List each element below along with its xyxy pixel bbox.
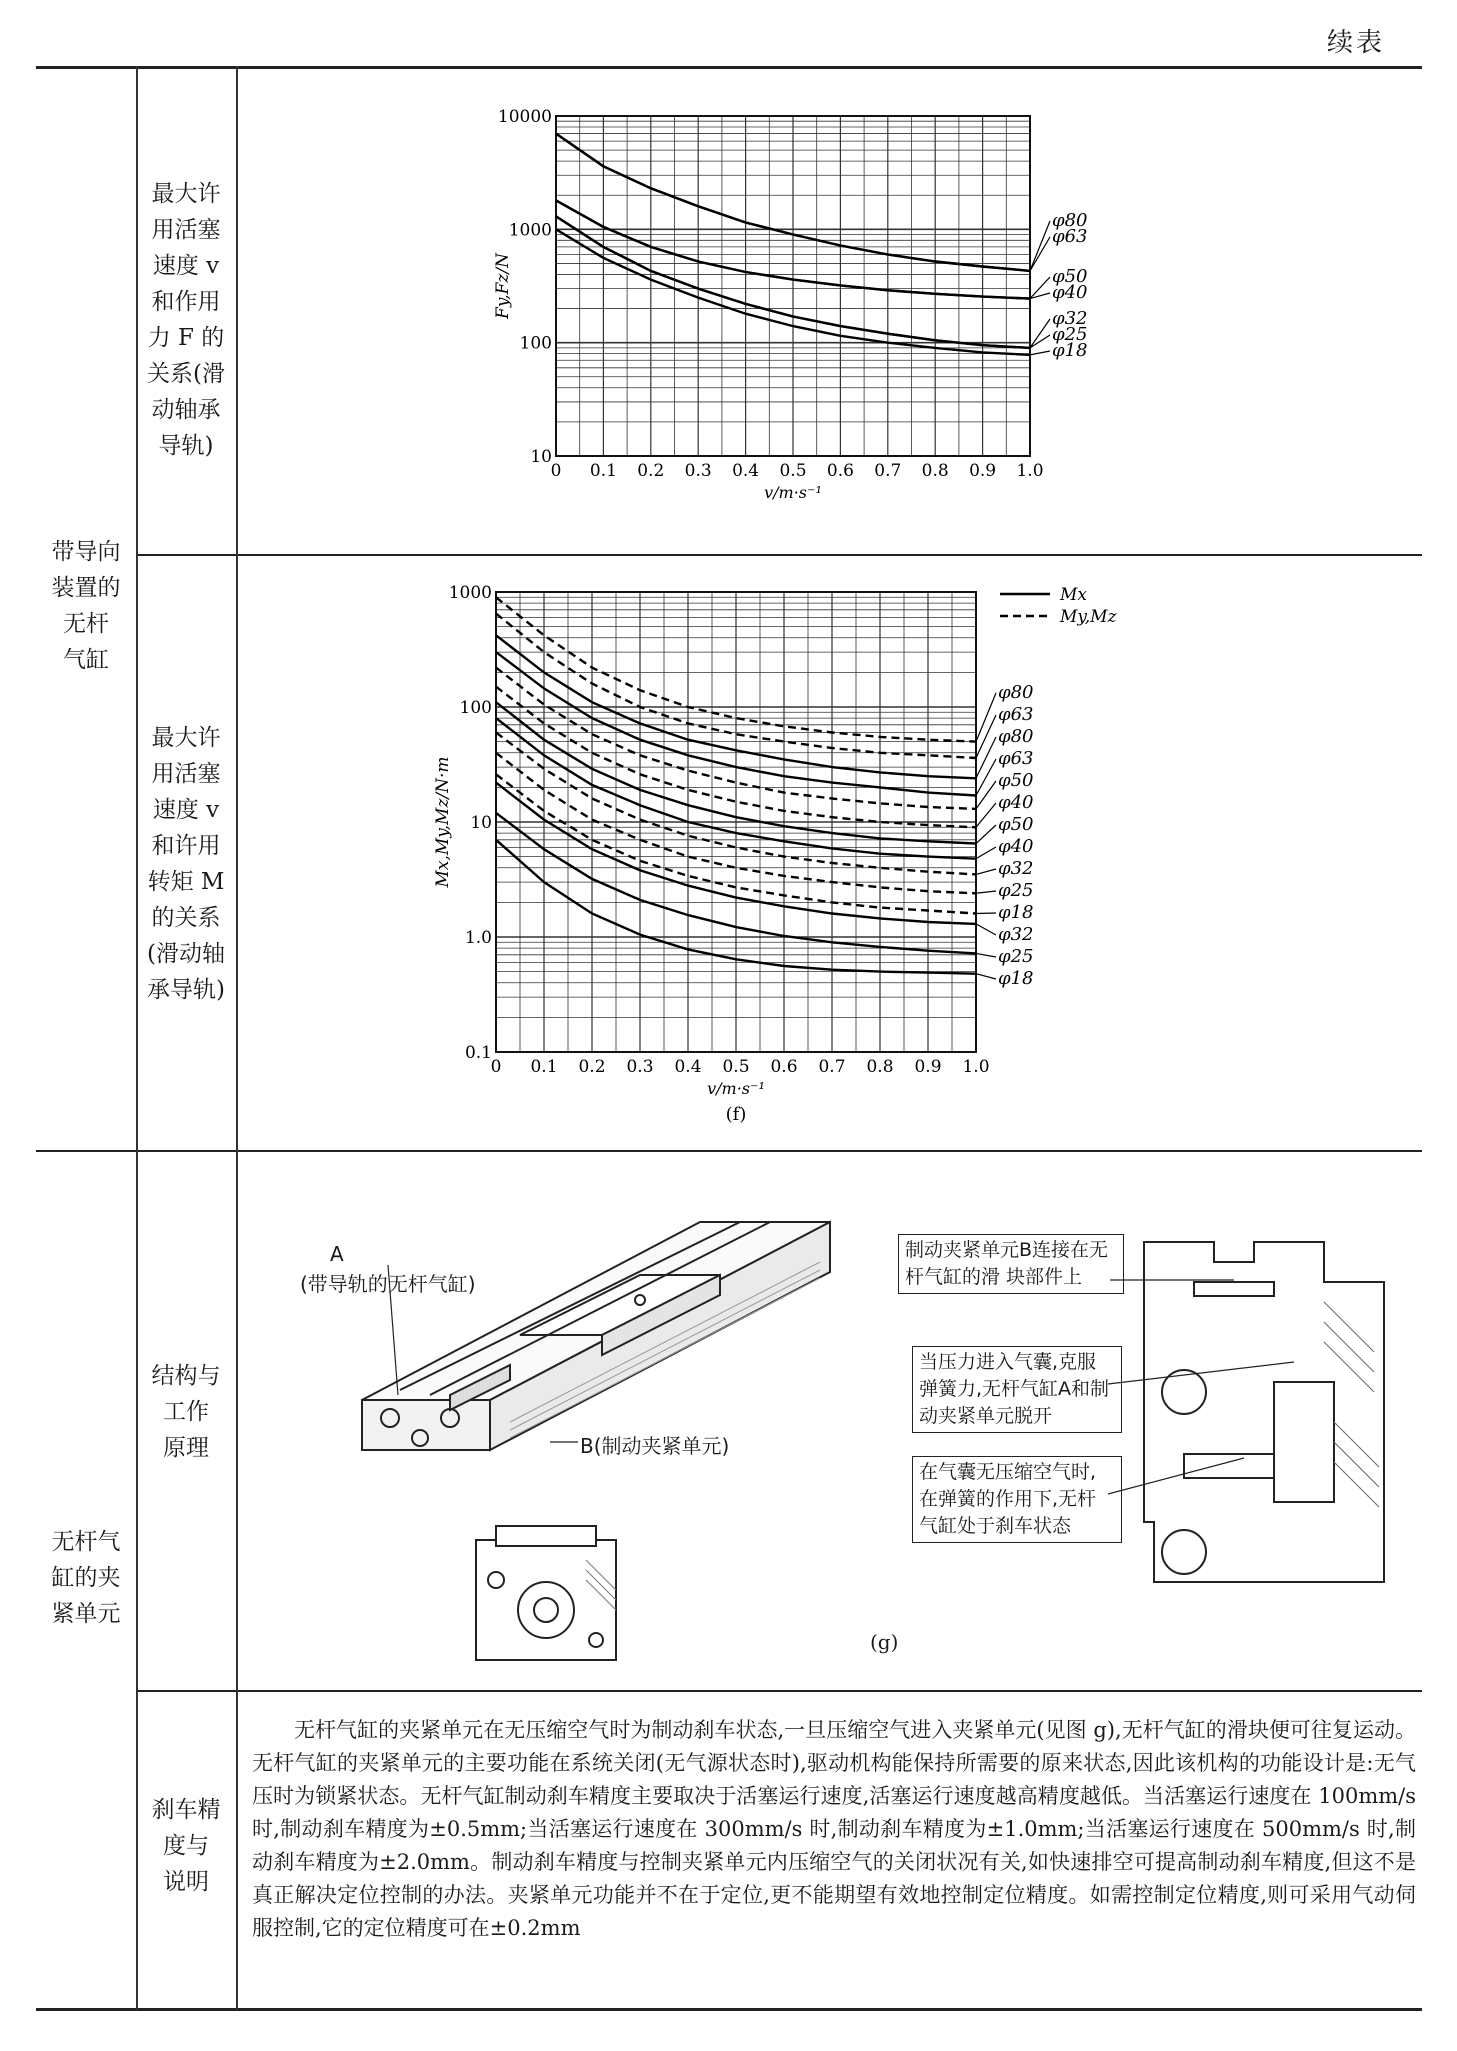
- x-tick-label: 0.9: [969, 461, 997, 481]
- hatch-line: [1324, 1342, 1374, 1392]
- legend-label: Mx: [1060, 585, 1087, 605]
- hatch-line: [1334, 1462, 1379, 1507]
- text-line: 刹车精: [151, 1797, 221, 1823]
- x-tick-label: 0.7: [818, 1057, 846, 1077]
- section-hole: [488, 1572, 504, 1588]
- leader-callout3: [1108, 1458, 1244, 1494]
- text-line: 工作: [163, 1399, 209, 1425]
- x-tick-label: 0.2: [578, 1057, 606, 1077]
- leader-line: [976, 974, 996, 979]
- text-line: 和作用: [151, 289, 221, 315]
- leader-line: [976, 715, 996, 758]
- leader-callout2: [1108, 1362, 1294, 1384]
- table-bottom-rule: [36, 2008, 1422, 2011]
- text-line: 度与: [163, 1833, 209, 1859]
- section-top: [496, 1526, 596, 1546]
- x-tick-label: 0.7: [874, 461, 902, 481]
- x-tick-label: 1.0: [1016, 461, 1044, 481]
- label-speed-force: [138, 176, 234, 464]
- x-tick-label: 0.2: [637, 461, 665, 481]
- y-tick-label: 1000: [448, 583, 492, 603]
- series-label: φ18: [1052, 340, 1088, 361]
- text-line: 和许用: [151, 833, 221, 859]
- series-label: φ40: [1052, 282, 1088, 303]
- leader-line: [1030, 221, 1050, 271]
- table-top-rule: [36, 66, 1422, 69]
- series-label: φ50: [998, 814, 1034, 835]
- series-label: φ32: [998, 924, 1034, 945]
- x-tick-label: 0.3: [626, 1057, 654, 1077]
- series-label: φ50: [998, 770, 1034, 791]
- leader-line: [1030, 319, 1050, 348]
- y-tick-label: 1.0: [464, 928, 492, 948]
- piston-rod: [1184, 1454, 1274, 1478]
- section-hole: [589, 1633, 603, 1647]
- series-label: φ63: [1052, 226, 1088, 247]
- text-line: 最大许: [151, 181, 221, 207]
- series-label: φ32: [1052, 308, 1088, 329]
- text-line: 动轴承: [151, 397, 221, 423]
- leader-line: [976, 781, 996, 809]
- x-tick-label: 0.1: [589, 461, 617, 481]
- text-line: 关系(滑: [147, 361, 225, 387]
- text-line: 用活塞: [151, 217, 221, 243]
- x-tick-label: 0.5: [779, 461, 807, 481]
- col-divider-2: [236, 66, 238, 2010]
- series-label: φ63: [998, 748, 1034, 769]
- callout-brake-state: 在气囊无压缩空气时,在弹簧的作用下,无杆气缸处于刹车状态: [912, 1456, 1122, 1543]
- label-structure-principle: [138, 1358, 234, 1466]
- series-label: φ25: [998, 946, 1034, 967]
- leader-line: [976, 953, 996, 957]
- callout-pressure-release: 当压力进入气囊,克服弹簧力,无杆气缸A和制动夹紧单元脱开: [912, 1346, 1122, 1433]
- text-line: 最大许: [151, 725, 221, 751]
- x-tick-label: 0.3: [684, 461, 712, 481]
- section-bore-inner: [534, 1598, 558, 1622]
- text-line: 带导向: [51, 539, 121, 565]
- y-tick-label: 0.1: [464, 1043, 492, 1063]
- x-tick-label: 0.1: [530, 1057, 558, 1077]
- row-divider-3: [136, 1690, 1422, 1692]
- hatch-line: [1334, 1422, 1379, 1467]
- spring-housing: [1274, 1382, 1334, 1502]
- text-line: 的关系: [151, 905, 221, 931]
- bolt: [1194, 1282, 1274, 1296]
- text-line: 缸的夹: [51, 1565, 121, 1591]
- category-guided-rodless-cylinder: [38, 534, 134, 678]
- text-line: 无杆气: [51, 1529, 121, 1555]
- continued-label: 续表: [1326, 28, 1385, 58]
- label-b-text: B(制动夹紧单元): [580, 1434, 730, 1458]
- series-label: φ63: [998, 704, 1034, 725]
- text-line: 紧单元: [51, 1601, 121, 1627]
- figure-g-caption: (g): [870, 1630, 899, 1654]
- text-line: 力 F 的: [147, 325, 225, 351]
- hatch-line: [1324, 1322, 1374, 1372]
- leader-line: [1030, 237, 1050, 271]
- row-divider-2: [36, 1150, 1422, 1152]
- chart-caption: (f): [725, 1104, 747, 1125]
- roller: [1162, 1530, 1206, 1574]
- rodless-cylinder-illustration: [340, 1180, 860, 1470]
- leader-line: [976, 737, 996, 778]
- leader-line: [1030, 351, 1050, 355]
- label-speed-torque: [138, 720, 234, 1008]
- text-line: 结构与: [151, 1363, 221, 1389]
- series-label: φ80: [998, 682, 1034, 703]
- clamp-section-detail: [1124, 1222, 1420, 1602]
- text-line: 承导轨): [147, 977, 225, 1003]
- leader-line: [1030, 335, 1050, 348]
- x-tick-label: 0: [490, 1057, 502, 1077]
- callout-connection: 制动夹紧单元B连接在无杆气缸的滑 块部件上: [898, 1234, 1124, 1294]
- text-line: 速度 v: [152, 797, 220, 823]
- row-divider-1: [136, 554, 1422, 556]
- series-label: φ25: [998, 880, 1034, 901]
- x-tick-label: 0.4: [732, 461, 760, 481]
- hatch-line: [1324, 1302, 1374, 1352]
- text-line: 装置的: [51, 575, 121, 601]
- x-tick-label: 1.0: [962, 1057, 990, 1077]
- text-line: 说明: [163, 1869, 209, 1895]
- series-label: φ40: [998, 836, 1034, 857]
- cross-section-illustration: [466, 1520, 646, 1670]
- text-line: 气缸: [63, 647, 109, 673]
- series-label: φ25: [1052, 324, 1088, 345]
- y-tick-label: 10: [470, 813, 492, 833]
- leader-line: [976, 847, 996, 859]
- x-axis-label: v/m·s⁻¹: [764, 483, 822, 502]
- y-tick-label: 10: [530, 447, 552, 467]
- y-tick-label: 10000: [497, 107, 552, 127]
- text-line: 速度 v: [152, 253, 220, 279]
- leader-line: [976, 693, 996, 742]
- x-tick-label: 0.8: [921, 461, 949, 481]
- text-line: 用活塞: [151, 761, 221, 787]
- series-label: φ50: [1052, 266, 1088, 287]
- label-a-letter: A: [330, 1242, 344, 1266]
- series-label: φ18: [998, 968, 1034, 989]
- x-axis-label: v/m·s⁻¹: [707, 1079, 765, 1098]
- brake-description: 无杆气缸的夹紧单元在无压缩空气时为制动刹车状态,一旦压缩空气进入夹紧单元(见图 g),无杆气缸的滑块便可往复运动。无杆气缸的夹紧单元的主要功能在系统关闭(无气源状态时),驱动机构能保持所需要的原来状态,因此该机构的功能设计是:无气压时为锁紧状态。无杆气缸制动刹车精度主要取决于活塞运行速度,活塞运行速度越高精度越低。当活塞运行速度在 100mm/s 时,制动刹车精度为±0.5mm;当活塞运行速度在 300mm/s 时,制动刹车精度为±1.0mm;当活塞运行速度在 500mm/s 时,制动刹车精度为±2.0mm。制动刹车精度与控制夹紧单元内压缩空气的关闭状况有关,如快速排空可提高制动刹车精度,但这不是真正解决定位控制的办法。夹紧单元功能并不在于定位,更不能期望有效地控制定位精度。如需控制定位精度,则可采用气动伺服控制,它的定位精度可在±0.2mm: [252, 1718, 1416, 1940]
- x-tick-label: 0.9: [914, 1057, 942, 1077]
- leader-line: [976, 924, 996, 935]
- x-tick-label: 0.8: [866, 1057, 894, 1077]
- leader-line: [976, 759, 996, 795]
- label-brake-accuracy: [138, 1792, 234, 1900]
- leader-line: [976, 825, 996, 844]
- x-tick-label: 0.5: [722, 1057, 750, 1077]
- series-label: φ40: [998, 792, 1034, 813]
- x-tick-label: 0.6: [826, 461, 854, 481]
- leader-line: [976, 803, 996, 827]
- y-axis-label: Mx,My,Mz/N·m: [433, 756, 453, 888]
- text-line: 原理: [163, 1435, 209, 1461]
- text-line: 无杆: [63, 611, 109, 637]
- y-tick-label: 1000: [508, 220, 552, 241]
- y-tick-label: 100: [519, 333, 552, 354]
- x-tick-label: 0.6: [770, 1057, 798, 1077]
- hatch-line: [1334, 1442, 1379, 1487]
- text-line: 转矩 M: [147, 869, 225, 895]
- text-line: (滑动轴: [147, 941, 225, 967]
- series-label: φ18: [998, 902, 1034, 923]
- category-clamp-unit: [38, 1524, 134, 1632]
- leader-line: [976, 869, 996, 874]
- series-label: φ80: [998, 726, 1034, 747]
- y-tick-label: 100: [459, 698, 492, 718]
- x-tick-label: 0: [550, 461, 562, 481]
- series-label: φ80: [1052, 210, 1088, 231]
- y-axis-label: Fy,Fz/N: [493, 253, 513, 319]
- leader-line: [976, 913, 996, 914]
- leader-line: [976, 891, 996, 893]
- chart-force-vs-speed: [480, 96, 1160, 516]
- chart-torque-vs-speed: [433, 572, 1200, 1132]
- label-a-text: (带导轨的无杆气缸): [300, 1272, 476, 1296]
- text-line: 导轨): [158, 433, 214, 459]
- series-label: φ32: [998, 858, 1034, 879]
- legend-label: My,Mz: [1060, 607, 1117, 627]
- x-tick-label: 0.4: [674, 1057, 702, 1077]
